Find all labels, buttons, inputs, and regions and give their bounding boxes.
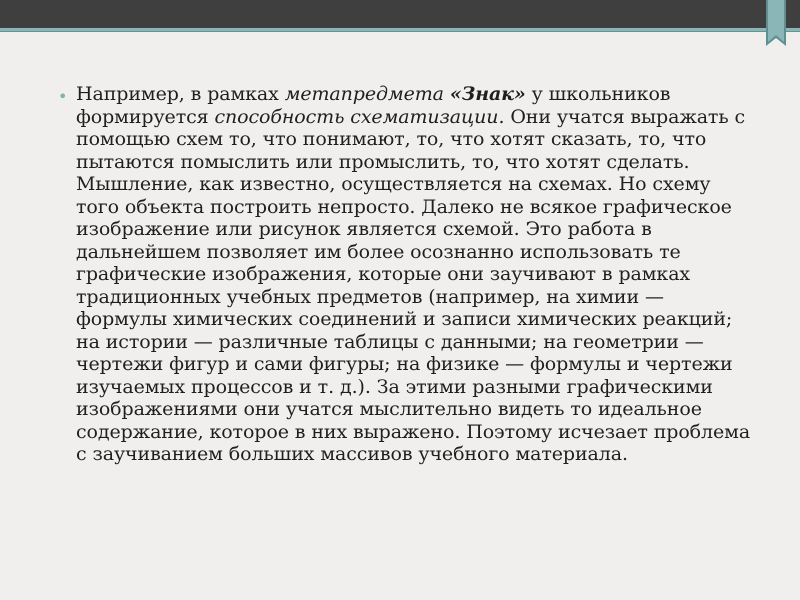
slide-header-bar — [0, 0, 800, 28]
bookmark-ribbon-icon — [764, 0, 788, 50]
slide-accent-line-shadow — [0, 31, 800, 32]
text-run-1: Например, в рамках — [76, 83, 285, 105]
bullet-icon: • — [58, 87, 68, 106]
paragraph-text — [76, 83, 758, 466]
text-run-schematization: способность схематизации — [214, 105, 499, 128]
text-run-metasubject: метапредмета — [284, 83, 450, 105]
text-run-sign: «Знак» — [449, 83, 526, 105]
text-run-2: у школьников формируется — [76, 83, 671, 128]
slide-content — [58, 83, 758, 466]
text-run-3: . Они учатся выражать с помощью схем то, что понимают, то, что хотят сказать, то, что пытаются помыслить или промыслить, то, что хотят сделать. Мышление, как известно, осуществляется на схемах. Но схему того объекта построить непросто. Далеко не всякое графическое изображение или рисунок является схемой. Это работа в дальнейшем позволяет им более осознанно использовать те графические изображения, которые они заучивают в рамках традиционных учебных предметов (например, на химии — формулы химических соединений и записи химических реакций; на истории — различные таблицы с данными; на геометрии — чертежи фигур и сами фигуры; на физике — формулы и чертежи изучаемых процессов и т. д.). За этими разными графическими изображениями они учатся мыслительно видеть то идеальное содержание, которое в них выражено. Поэтому исчезает проблема с заучиванием больших массивов учебного материала. — [76, 105, 751, 465]
bullet-paragraph — [58, 83, 758, 466]
